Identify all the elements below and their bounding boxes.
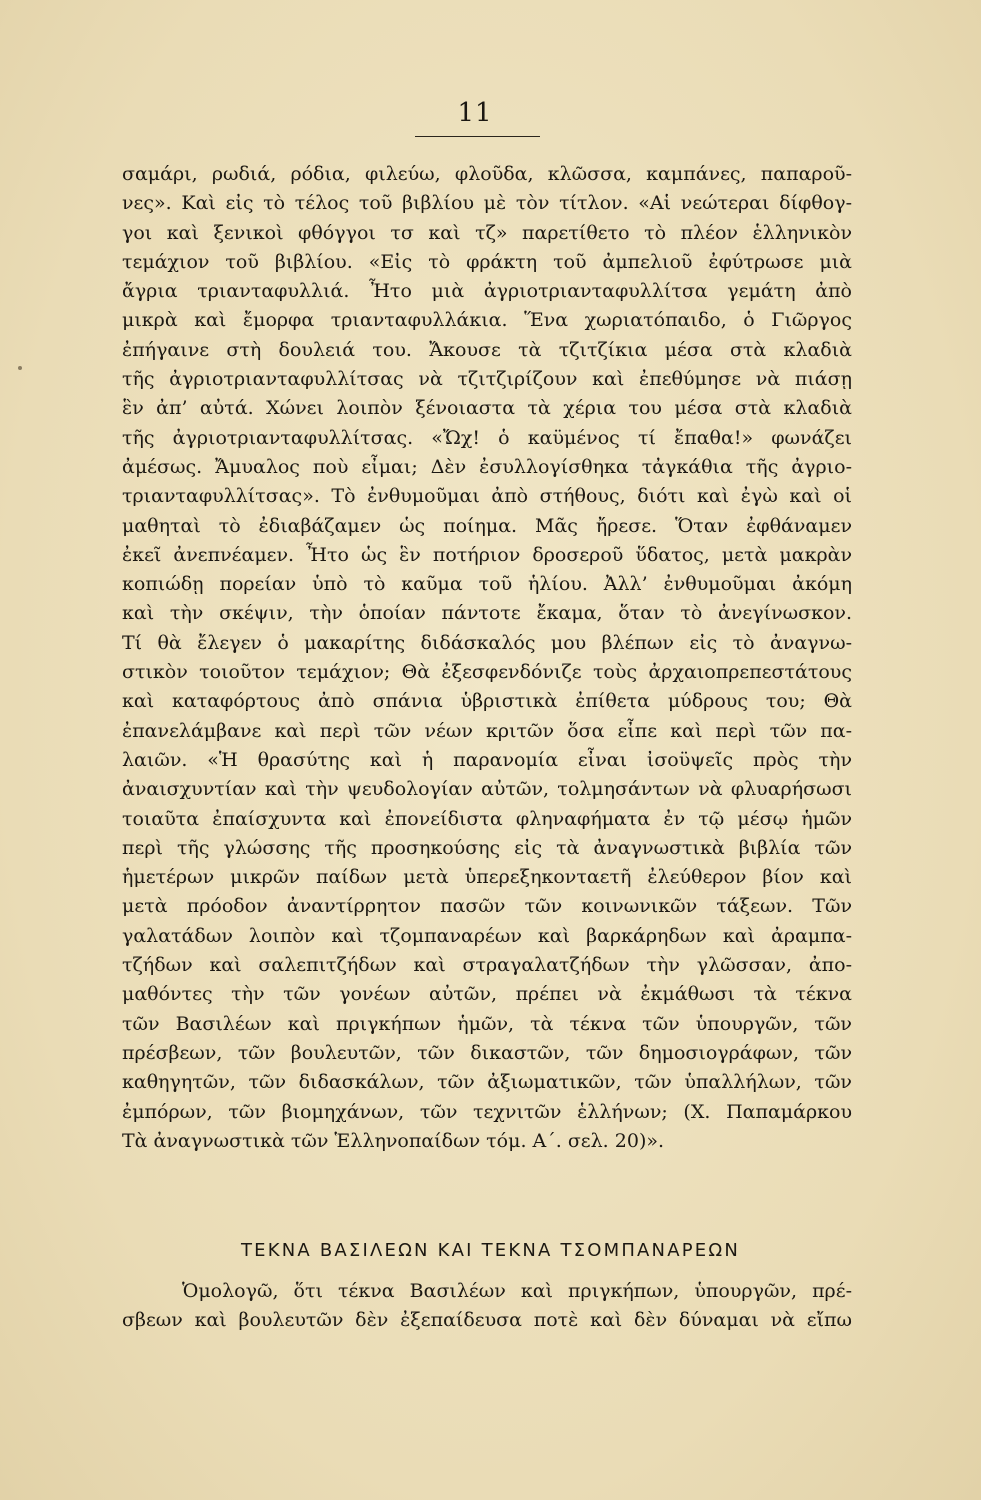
text-line: Ὁμολογῶ, ὅτι τέκνα Βασιλέων καὶ πριγκήπων, ὑπουργῶν, πρέ-: [182, 1280, 852, 1302]
text-line: ἀναισχυντίαν καὶ τὴν ψευδολογίαν αὐτῶν, τολμησάντων νὰ φλυαρήσωσι: [122, 778, 852, 801]
text-line: ἡμετέρων μικρῶν παίδων μετὰ ὑπερεξηκονταετῆ ἐλεύθερον βίον καὶ: [122, 866, 852, 889]
text-line: μικρὰ καὶ ἔμορφα τριανταφυλλάκια. Ἕνα χωριατόπαιδο, ὁ Γιῶργος: [122, 309, 852, 332]
text-line: καθηγητῶν, τῶν διδασκάλων, τῶν ἀξιωματικῶν, τῶν ὑπαλλήλων, τῶν: [122, 1071, 852, 1094]
text-line: Τὰ ἀναγνωστικὰ τῶν Ἑλληνοπαίδων τόμ. Α΄. σελ. 20)».: [122, 1129, 665, 1152]
text-line: τζήδων καὶ σαλεπιτζήδων καὶ στραγαλατζήδων τὴν γλῶσσαν, ἀπο-: [122, 954, 852, 977]
text-line: μετὰ πρόοδον ἀναντίρρητον πασῶν τῶν κοινωνικῶν τάξεων. Τῶν: [122, 895, 852, 918]
text-line: ἐμπόρων, τῶν βιομηχάνων, τῶν τεχνιτῶν ἑλλήνων; (Χ. Παπαμάρκου: [122, 1100, 852, 1123]
text-line: κοπιώδῃ πορείαν ὑπὸ τὸ καῦμα τοῦ ἡλίου. Ἀλλ’ ἐνθυμοῦμαι ἀκόμη: [122, 573, 852, 596]
text-line: τῆς ἀγριοτριανταφυλλίτσας. «Ὤχ! ὁ καϋμένος τί ἔπαθα!» φωνάζει: [122, 426, 852, 449]
margin-speck: [18, 366, 22, 370]
text-line: καὶ καταφόρτους ἀπὸ σπάνια ὑβριστικὰ ἐπίθετα μύδρους του; Θὰ: [122, 690, 852, 713]
text-line: τεμάχιον τοῦ βιβλίου. «Εἰς τὸ φράκτη τοῦ ἀμπελιοῦ ἐφύτρωσε μιὰ: [122, 250, 852, 273]
text-line: ἐπήγαινε στὴ δουλειά του. Ἄκουσε τὰ τζιτζίκια μέσα στὰ κλαδιὰ: [122, 338, 852, 361]
text-line: περὶ τῆς γλώσσης τῆς προσηκούσης εἰς τὰ ἀναγνωστικὰ βιβλία τῶν: [122, 836, 852, 859]
text-line: Τί θὰ ἔλεγεν ὁ μακαρίτης διδάσκαλός μου βλέπων εἰς τὸ ἀναγνω-: [122, 631, 852, 654]
text-line: τοιαῦτα ἐπαίσχυντα καὶ ἐπονείδιστα φληναφήματα ἐν τῷ μέσῳ ἡμῶν: [122, 807, 852, 830]
text-line: ἄγρια τριανταφυλλιά. Ἦτο μιὰ ἀγριοτριανταφυλλίτσα γεμάτη ἀπὸ: [122, 280, 852, 303]
text-line: πρέσβεων, τῶν βουλευτῶν, τῶν δικαστῶν, τῶν δημοσιογράφων, τῶν: [122, 1041, 852, 1064]
text-line: τῆς ἀγριοτριανταφυλλίτσας νὰ τζιτζιρίζουν καὶ ἐπεθύμησε νὰ πιάσῃ: [122, 368, 852, 391]
main-paragraph: [122, 160, 852, 1156]
text-line: στικὸν τοιοῦτον τεμάχιον; Θὰ ἐξεσφενδόνιζε τοὺς ἀρχαιοπρεπεστάτους: [122, 661, 852, 684]
text-line: ἀμέσως. Ἄμυαλος ποὺ εἶμαι; Δὲν ἐσυλλογίσθηκα τἀγκάθια τῆς ἀγριο-: [122, 455, 852, 478]
page-number-rule: [415, 136, 540, 137]
text-line: σβεων καὶ βουλευτῶν δὲν ἐξεπαίδευσα ποτὲ καὶ δὲν δύναμαι νὰ εἴπω: [122, 1309, 852, 1332]
text-line: τῶν Βασιλέων καὶ πριγκήπων ἡμῶν, τὰ τέκνα τῶν ὑπουργῶν, τῶν: [122, 1012, 852, 1035]
second-paragraph: [122, 1277, 852, 1336]
text-line: ἓν ἀπ’ αὐτά. Χώνει λοιπὸν ξένοιαστα τὰ χέρια του μέσα στὰ κλαδιὰ: [122, 397, 852, 420]
text-line: μαθηταὶ τὸ ἐδιαβάζαμεν ὡς ποίημα. Μᾶς ἤρεσε. Ὅταν ἐφθάναμεν: [122, 514, 852, 537]
text-line: σαμάρι, ρωδιά, ρόδια, φιλεύω, φλοῦδα, κλῶσσα, καμπάνες, παπαροῦ-: [122, 163, 852, 185]
text-line: μαθόντες τὴν τῶν γονέων αὐτῶν, πρέπει νὰ ἐκμάθωσι τὰ τέκνα: [122, 983, 852, 1006]
text-line: τριανταφυλλίτσας». Τὸ ἐνθυμοῦμαι ἀπὸ στήθους, διότι καὶ ἐγὼ καὶ οἱ: [122, 485, 852, 508]
text-line: καὶ τὴν σκέψιν, τὴν ὁποίαν πάντοτε ἔκαμα, ὅταν τὸ ἀνεγίνωσκον.: [122, 602, 852, 625]
text-line: γοι καὶ ξενικοὶ φθόγγοι τσ καὶ τζ» παρετίθετο τὸ πλέον ἑλληνικὸν: [122, 221, 852, 244]
text-line: νες». Καὶ εἰς τὸ τέλος τοῦ βιβλίου μὲ τὸν τίτλον. «Αἱ νεώτεραι δίφθογ-: [122, 192, 852, 215]
section-heading: ΤΕΚΝΑ ΒΑΣΙΛΕΩΝ ΚΑΙ ΤΕΚΝΑ ΤΣΟΜΠΑΝΑΡΕΩΝ: [240, 1240, 740, 1261]
text-line: ἐπανελάμβανε καὶ περὶ τῶν νέων κριτῶν ὅσα εἶπε καὶ περὶ τῶν πα-: [122, 719, 852, 742]
page-number: 11: [457, 98, 493, 128]
text-line: γαλατάδων λοιπὸν καὶ τζομπαναρέων καὶ βαρκάρηδων καὶ ἀραμπα-: [122, 924, 852, 947]
text-line: ἐκεῖ ἀνεπνέαμεν. Ἦτο ὡς ἓν ποτήριον δροσεροῦ ὕδατος, μετὰ μακρὰν: [122, 543, 852, 566]
text-line: λαιῶν. «Ἡ θρασύτης καὶ ἡ παρανομία εἶναι ἰσοϋψεῖς πρὸς τὴν: [122, 748, 852, 771]
